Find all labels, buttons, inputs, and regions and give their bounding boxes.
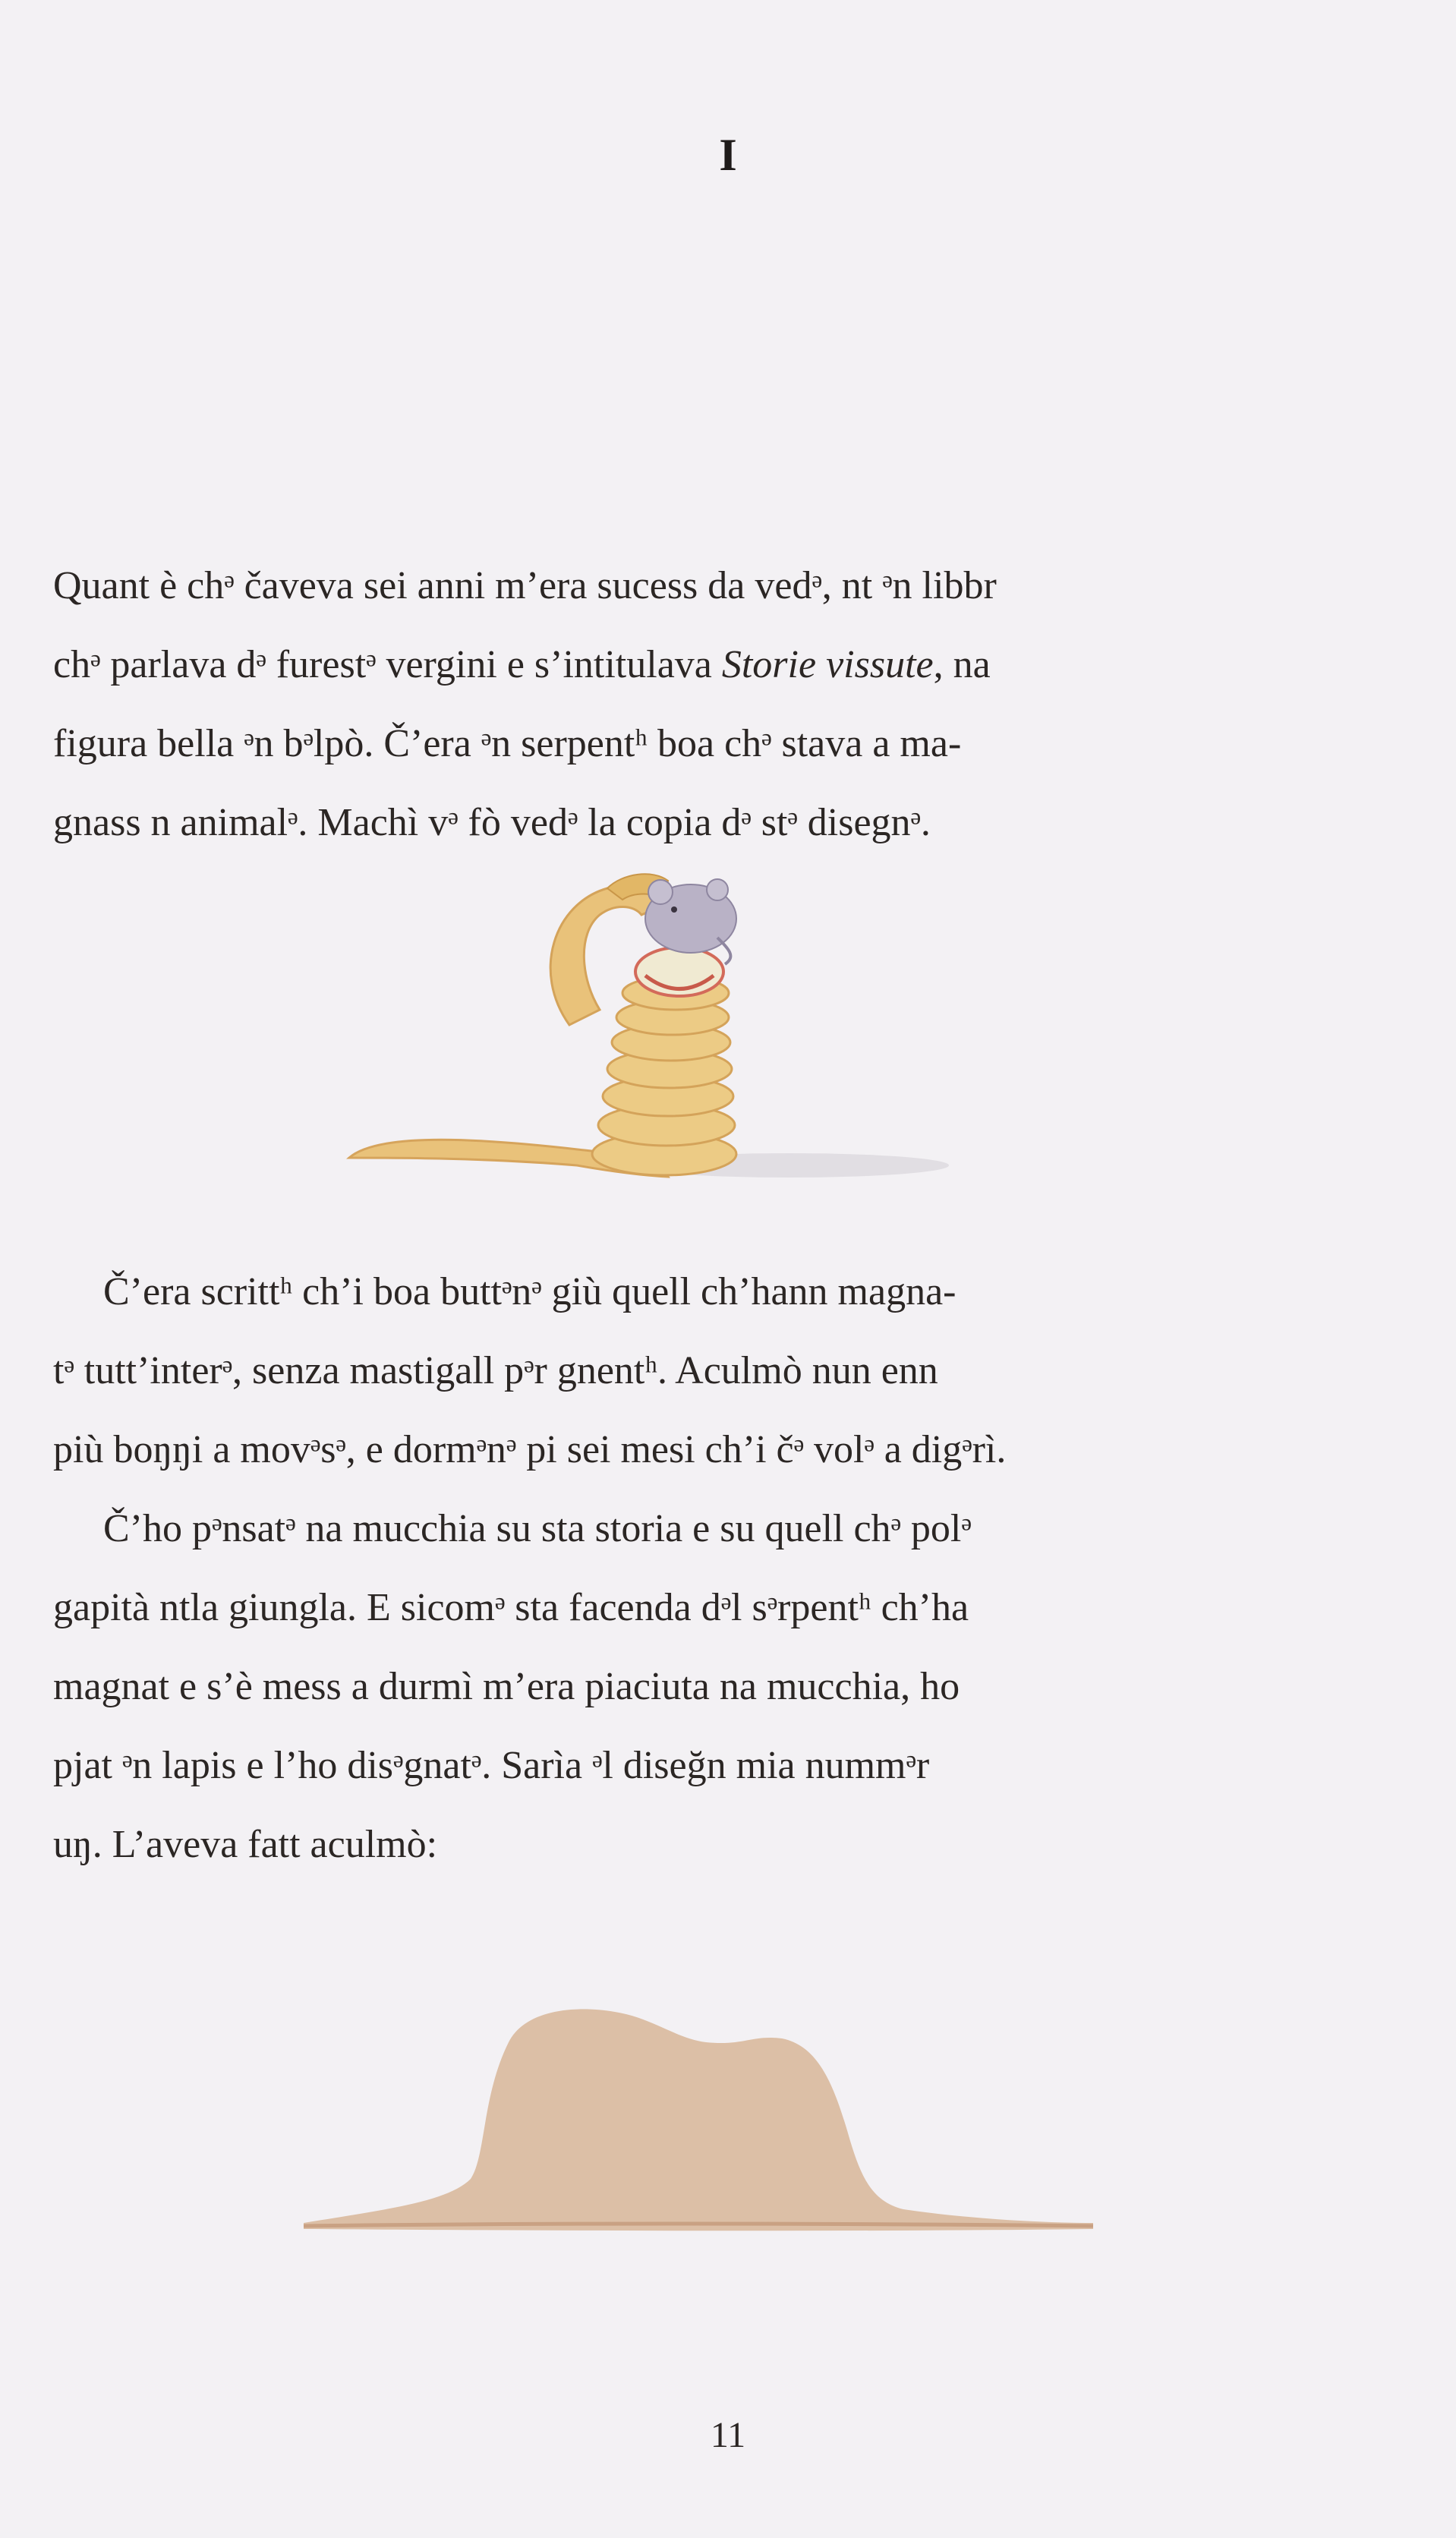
text-line: tᵊ tutt’interᵊ, senza mastigall pᵊr gnentʰ. Aculmò nun enn	[53, 1349, 938, 1392]
text-line: pjat ᵊn lapis e l’ho disᵊgnatᵊ. Sarìa ᵊl diseğn mia nummᵊr	[53, 1744, 930, 1787]
text-fragment: chᵊ parlava dᵊ furestᵊ vergini e s’intitulava	[53, 643, 722, 686]
text-fragment: , na	[933, 643, 991, 686]
text-line: uŋ. L’aveva fatt aculmò:	[53, 1823, 438, 1866]
chapter-title: I	[719, 130, 737, 180]
text-line: gapità ntla giungla. E sicomᵊ sta facenda dᵊl sᵊrpentʰ ch’ha	[53, 1586, 969, 1629]
book-title-italic: Storie vissute	[721, 643, 934, 686]
text-line	[53, 626, 1351, 705]
text-line: più boŋŋi a movᵊsᵊ, e dormᵊnᵊ pi sei mesi ch’i čᵊ volᵊ a digᵊrì.	[53, 1428, 1007, 1471]
page-number: 11	[710, 2415, 746, 2455]
text-line: Č’era scrittʰ ch’i boa buttᵊnᵊ giù quell ch’hann magna-	[103, 1270, 956, 1313]
boa-hat-shape-illustration	[296, 1982, 1101, 2255]
text-line: magnat e s’è mess a durmì m’era piaciuta na mucchia, ho	[53, 1665, 960, 1708]
paragraph-3	[53, 1490, 1351, 1884]
text-line: Č’ho pᵊnsatᵊ na mucchia su sta storia e su quell chᵊ polᵊ	[103, 1507, 972, 1550]
paragraph-1	[53, 547, 1351, 862]
boa-eating-animal-illustration	[334, 858, 1002, 1215]
text-line: figura bella ᵊn bᵊlpò. Č’era ᵊn serpentʰ boa chᵊ stava a ma-	[53, 722, 962, 765]
text-line: gnass n animalᵊ. Machì vᵊ fò vedᵊ la copia dᵊ stᵊ disegnᵊ.	[53, 801, 931, 844]
text-line: Quant è chᵊ čaveva sei anni m’era sucess da vedᵊ, nt ᵊn libbr	[53, 564, 997, 607]
paragraph-2	[53, 1253, 1351, 1490]
